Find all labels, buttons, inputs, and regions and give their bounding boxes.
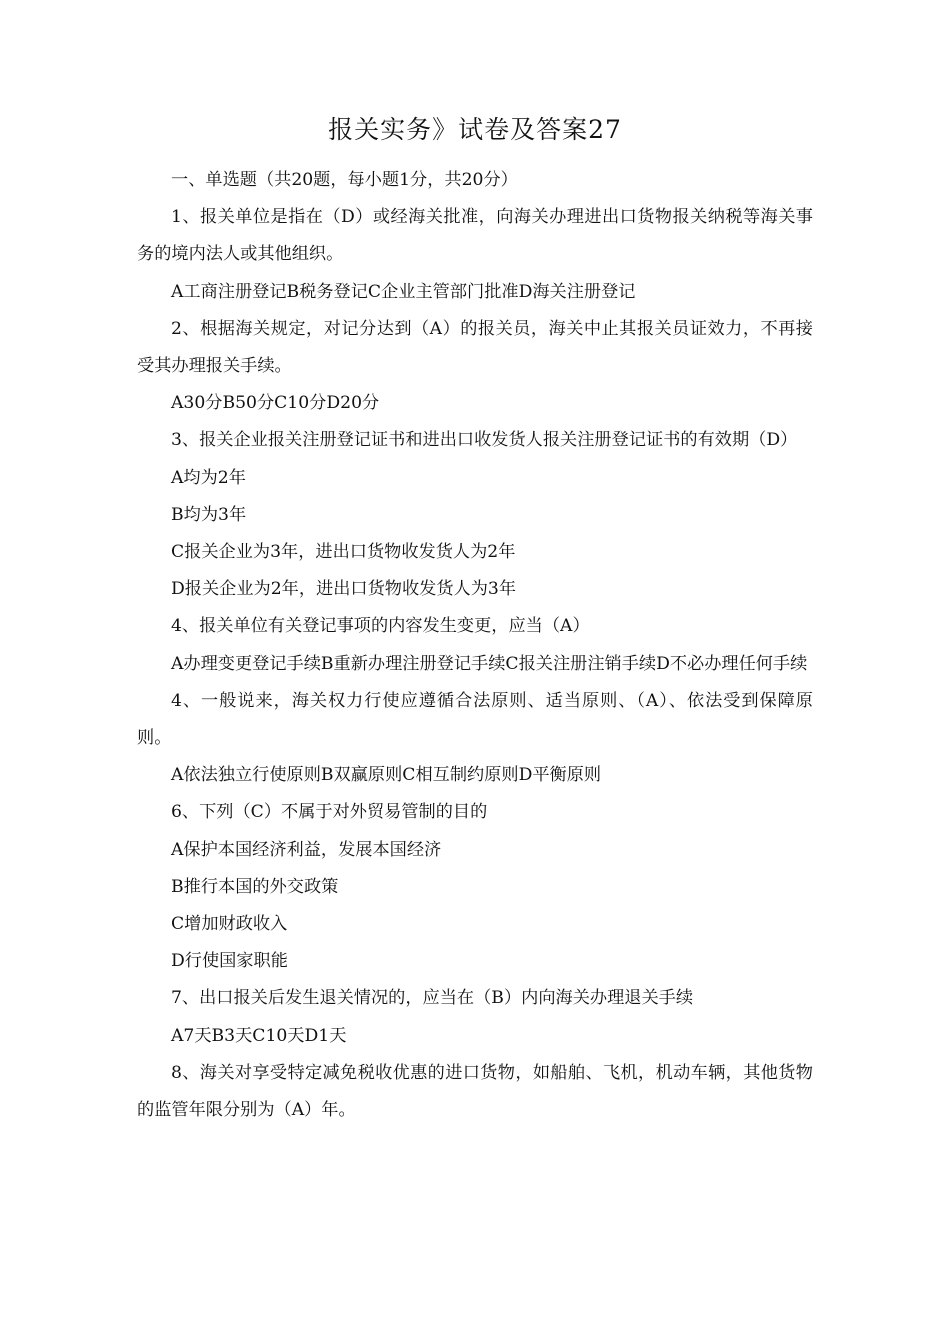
question-8: 8、海关对享受特定减免税收优惠的进口货物，如船舶、飞机，机动车辆，其他货物的监管年限分别为（A）年。 xyxy=(137,1062,813,1121)
question-6-option-a: A保护本国经济利益，发展本国经济 xyxy=(171,839,442,860)
question-5-options: A依法独立行使原则B双赢原则C相互制约原则D平衡原则 xyxy=(171,765,602,786)
question-7: 7、出口报关后发生退关情况的，应当在（B）内向海关办理退关手续 xyxy=(171,988,694,1009)
question-7-options: A7天B3天C10天D1天 xyxy=(171,1025,347,1046)
question-6-option-c: C增加财政收入 xyxy=(171,914,288,935)
section-heading: 一、单选题（共20题，每小题1分，共20分） xyxy=(171,170,518,190)
question-4-options: A办理变更登记手续B重新办理注册登记手续C报关注册注销手续D不必办理任何手续 xyxy=(171,653,808,674)
question-4: 4、报关单位有关登记事项的内容发生变更，应当（A） xyxy=(171,616,590,637)
question-3: 3、报关企业报关注册登记证书和进出口收发货人报关注册登记证书的有效期（D） xyxy=(171,430,798,451)
question-3-option-a: A均为2年 xyxy=(171,467,246,488)
question-6: 6、下列（C）不属于对外贸易管制的目的 xyxy=(171,802,488,823)
question-5: 4、一般说来，海关权力行使应遵循合法原则、适当原则、（A）、依法受到保障原则。 xyxy=(137,690,813,749)
question-1-options: A工商注册登记B税务登记C企业主管部门批准D海关注册登记 xyxy=(171,281,636,302)
question-2: 2、根据海关规定，对记分达到（A）的报关员，海关中止其报关员证效力，不再接受其办理报关手续。 xyxy=(137,318,813,377)
question-6-option-d: D行使国家职能 xyxy=(171,951,288,972)
document-body xyxy=(137,162,813,1129)
question-1: 1、报关单位是指在（D）或经海关批准，向海关办理进出口货物报关纳税等海关事务的境内法人或其他组织。 xyxy=(137,207,813,265)
question-2-options: A30分B50分C10分D20分 xyxy=(171,393,380,414)
question-3-option-d: D报关企业为2年，进出口货物收发货人为3年 xyxy=(171,579,517,600)
question-6-option-b: B推行本国的外交政策 xyxy=(171,876,339,897)
question-3-option-b: B均为3年 xyxy=(171,504,247,525)
document-title: 报关实务》试卷及答案27 xyxy=(328,115,622,144)
question-3-option-c: C报关企业为3年，进出口货物收发货人为2年 xyxy=(171,542,516,563)
